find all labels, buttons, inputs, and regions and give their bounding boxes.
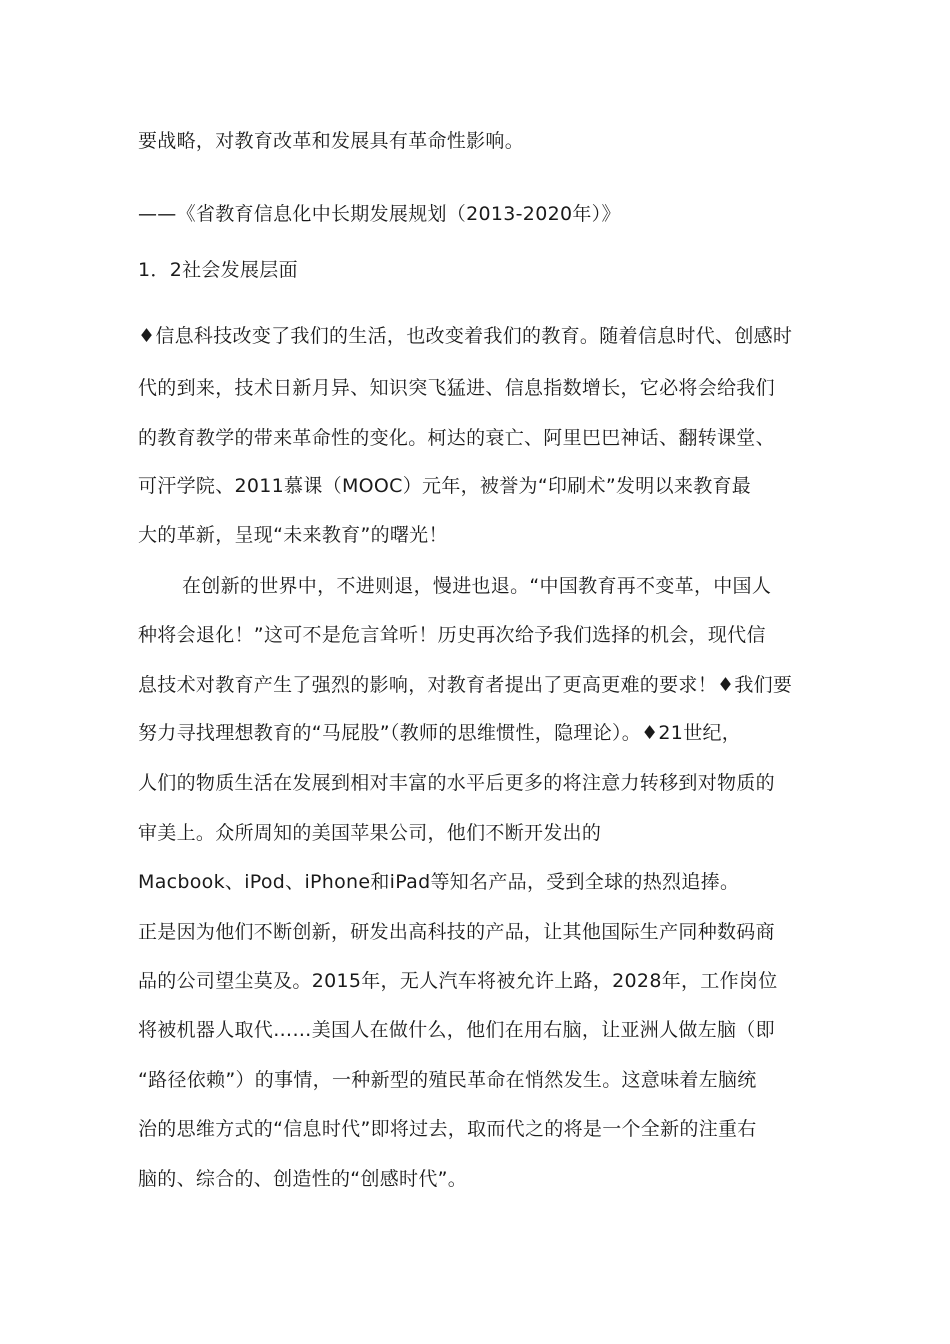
paragraph-line: 正是因为他们不断创新，研发出高科技的产品，让其他国际生产同种数码商 xyxy=(138,921,775,943)
paragraph-line: 品的公司望尘莫及。2015年，无人汽车将被允许上路，2028年，工作岗位 xyxy=(138,970,778,992)
paragraph-line: 人们的物质生活在发展到相对丰富的水平后更多的将注意力转移到对物质的 xyxy=(138,772,775,794)
paragraph-line: 治的思维方式的“信息时代”即将过去，取而代之的将是一个全新的注重右 xyxy=(138,1118,757,1140)
paragraph-line-products: Macbook、iPod、iPhone和iPad等知名产品，受到全球的热烈追捧。 xyxy=(138,871,740,893)
paragraph-line: 息技术对教育产生了强烈的影响，对教育者提出了更高更难的要求！♦我们要 xyxy=(138,674,793,696)
paragraph-line: 大的革新，呈现“未来教育”的曙光！ xyxy=(138,524,448,546)
paragraph-line-indented: 在创新的世界中，不进则退，慢进也退。“中国教育再不变革，中国人 xyxy=(182,575,772,597)
paragraph-line: ♦信息科技改变了我们的生活，也改变着我们的教育。随着信息时代、创感时 xyxy=(138,325,793,347)
paragraph-line: 将被机器人取代……美国人在做什么，他们在用右脑，让亚洲人做左脑（即 xyxy=(138,1019,775,1041)
paragraph-line: 的教育教学的带来革命性的变化。柯达的衰亡、阿里巴巴神话、翻转课堂、 xyxy=(138,427,775,449)
citation-line: ——《省教育信息化中长期发展规划（2013-2020年）》 xyxy=(138,203,621,225)
paragraph-line: 努力寻找理想教育的“马屁股”（教师的思维惯性，隐理论）。♦21世纪， xyxy=(138,722,742,744)
section-heading: 1．2社会发展层面 xyxy=(138,259,298,281)
paragraph-line: 代的到来，技术日新月异、知识突飞猛进、信息指数增长，它必将会给我们 xyxy=(138,377,775,399)
paragraph-line-strategy: 要战略，对教育改革和发展具有革命性影响。 xyxy=(138,130,525,152)
paragraph-line: 种将会退化！”这可不是危言耸听！历史再次给予我们选择的机会，现代信 xyxy=(138,624,766,646)
paragraph-line: 脑的、综合的、创造性的“创感时代”。 xyxy=(138,1168,468,1190)
paragraph-line: “路径依赖”）的事情，一种新型的殖民革命在悄然发生。这意味着左脑统 xyxy=(138,1069,757,1091)
paragraph-line: 可汗学院、2011慕课（MOOC）元年，被誉为“印刷术”发明以来教育最 xyxy=(138,475,752,497)
paragraph-line: 审美上。众所周知的美国苹果公司，他们不断开发出的 xyxy=(138,822,602,844)
